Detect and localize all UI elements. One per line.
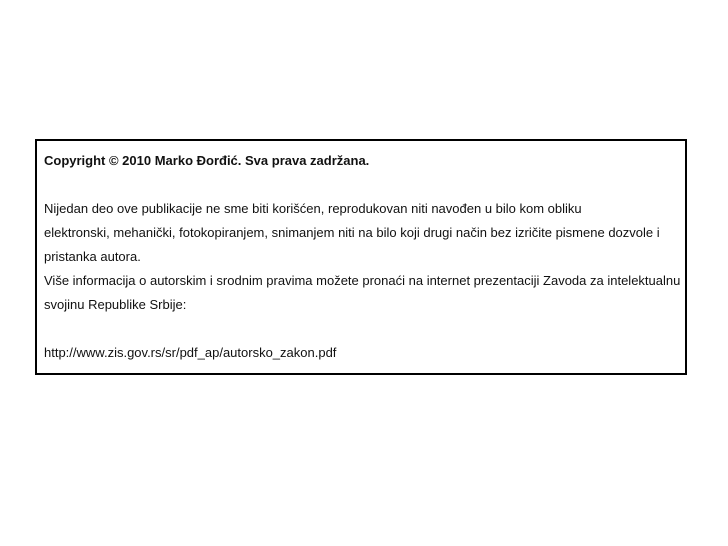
paragraph-2-line-2: svojinu Republike Srbije:: [44, 297, 187, 312]
paragraph-2-line-1: Više informacija o autorskim i srodnim pravima možete pronaći na internet prezentaciji Zavoda za intelektualnu: [44, 273, 681, 288]
copyright-notice-box: [35, 139, 687, 375]
spacer: [44, 317, 678, 341]
paragraph-1-line-3: pristanka autora.: [44, 249, 141, 264]
paragraph-1-line-2: elektronski, mehanički, fotokopiranjem, snimanjem niti na bilo koji drugi način bez izričite pismene dozvole i: [44, 225, 660, 240]
copyright-line: Copyright © 2010 Marko Đorđić. Sva prava zadržana.: [44, 153, 370, 168]
spacer: [44, 173, 678, 197]
paragraph-1-line-1: Nijedan deo ove publikacije ne sme biti korišćen, reprodukovan niti navođen u bilo kom obliku: [44, 201, 582, 216]
url-line: [44, 341, 678, 365]
zis-law-link[interactable]: http://www.zis.gov.rs/sr/pdf_ap/autorsko_zakon.pdf: [44, 345, 337, 360]
